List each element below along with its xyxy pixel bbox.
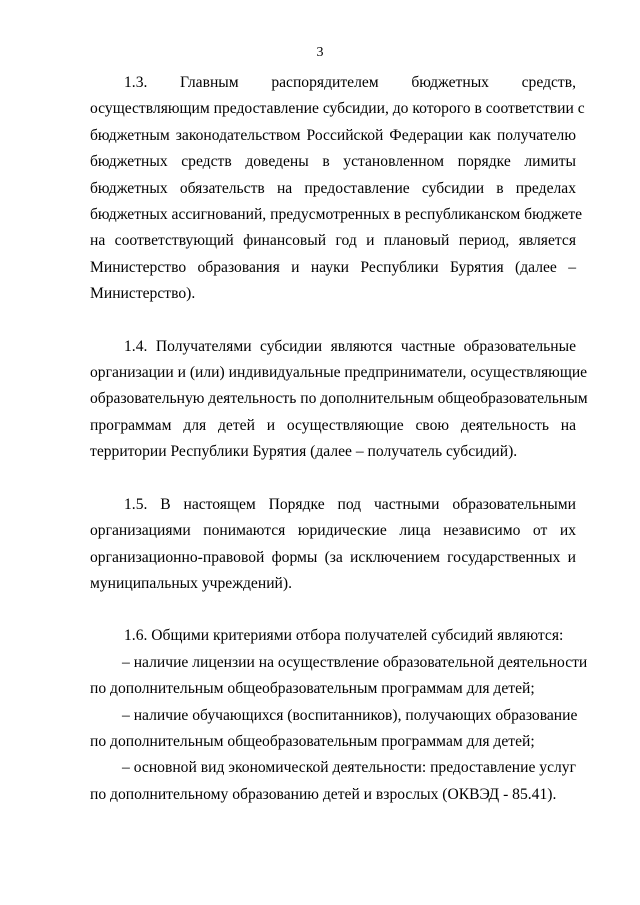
paragraph-line: Министерство). (90, 285, 196, 303)
paragraph-1-4 (90, 334, 588, 466)
paragraph-line: осуществляющим предоставление субсидии, до которого в соответствии с (90, 100, 585, 118)
document-body (90, 70, 588, 808)
paragraph-line: организации и (или) индивидуальные предприниматели, осуществляющие (90, 364, 588, 382)
paragraph-line: 1.4. Получателями субсидии являются частные образовательные (124, 337, 576, 355)
paragraph-line: 1.5. В настоящем Порядке под частными образовательными (124, 495, 576, 513)
paragraph-line: бюджетных ассигнований, предусмотренных в республиканском бюджете (90, 206, 583, 224)
paragraph-line: бюджетным законодательством Российской Федерации как получателю (90, 126, 576, 144)
paragraph-line: бюджетных средств доведены в установленном порядке лимиты (90, 153, 576, 171)
paragraph-line: организационно-правовой формы (за исключением государственных и (90, 548, 576, 566)
criteria-item-line: по дополнительным общеобразовательным программам для детей; (90, 732, 535, 750)
paragraph-line: территории Республики Бурятия (далее – получатель субсидий). (90, 443, 518, 461)
paragraph-line: 1.3. Главным распорядителем бюджетных средств, (124, 74, 576, 91)
page-number: 3 (316, 45, 324, 60)
criteria-item-line: по дополнительным общеобразовательным программам для детей; (90, 680, 535, 698)
paragraph-line: организациями понимаются юридические лица независимо от их (90, 522, 576, 540)
paragraph-line: Министерство образования и науки Республики Бурятия (далее – (90, 258, 576, 276)
paragraph-line: на соответствующий финансовый год и плановый период, является (90, 232, 576, 250)
paragraph-line: образовательную деятельность по дополнительным общеобразовательным (90, 390, 588, 408)
paragraph-intro: 1.6. Общими критериями отбора получателей субсидий являются: (124, 627, 564, 645)
paragraph-line: бюджетных обязательств на предоставление субсидии в пределах (90, 179, 576, 197)
paragraph-1-3 (90, 70, 585, 308)
paragraph-line: программам для детей и осуществляющие свою деятельность на (90, 416, 576, 434)
criteria-item-line: – наличие обучающихся (воспитанников), получающих образование (122, 706, 578, 724)
criteria-item-line: – наличие лицензии на осуществление образовательной деятельности (122, 653, 588, 671)
criteria-item-line: – основной вид экономической деятельности: предоставление услуг (122, 759, 576, 777)
criteria-item-line: по дополнительному образованию детей и взрослых (ОКВЭД - 85.41). (90, 785, 557, 803)
paragraph-line: муниципальных учреждений). (90, 574, 292, 592)
paragraph-1-5 (90, 492, 576, 598)
paragraph-1-6 (90, 623, 588, 808)
